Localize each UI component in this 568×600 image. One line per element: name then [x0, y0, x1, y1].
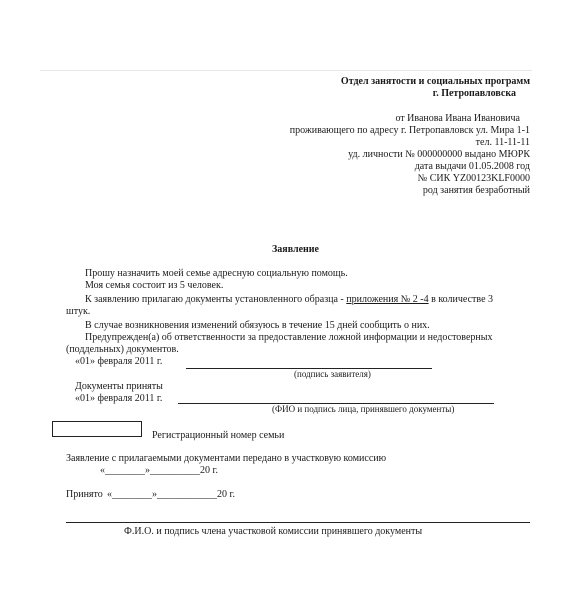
org-name-line1: Отдел занятости и социальных программ — [340, 76, 530, 87]
applicant-occupation: род занятия безработный — [422, 185, 530, 196]
commission-signature-caption: Ф.И.О. и подпись члена участковой комиссии принявшего документы — [124, 526, 423, 537]
applicant-address: проживающего по адресу г. Петропавловск ул. Мира 1-1 — [289, 125, 530, 136]
org-name-line2: г. Петропавловска — [432, 88, 516, 99]
commission-signature-line — [66, 522, 530, 523]
registration-number-box[interactable] — [52, 421, 142, 437]
applicant-sik: № СИК YZ00123KLF0000 — [417, 173, 530, 184]
attachments-link: приложения № 2 -4 — [346, 294, 429, 305]
paragraph-family: Моя семья состоит из 5 человек. — [85, 280, 224, 291]
docs-accepted-date: «01» февраля 2011 г. — [75, 393, 163, 404]
registration-number-label: Регистрационный номер семьи — [152, 430, 285, 441]
attachments-continuation: штук. — [66, 306, 91, 317]
attachments-prefix: К заявлению прилагаю документы установленного образца - — [85, 294, 347, 305]
attachments-suffix: в количестве 3 — [428, 294, 494, 305]
applicant-id-card: уд. личности № 000000000 выдано МЮРК — [348, 149, 530, 160]
transfer-date: «________»__________20 г. — [100, 465, 218, 476]
paragraph-obligation: В случае возникновения изменений обязуюсь в течение 15 дней сообщить о них. — [85, 320, 430, 331]
paragraph-request: Прошу назначить моей семье адресную социальную помощь. — [85, 268, 348, 279]
applicant-signature-caption: (подпись заявителя) — [294, 369, 371, 379]
accepted-date: «________»____________20 г. — [107, 489, 235, 500]
transfer-line: Заявление с прилагаемыми документами передано в участковую комиссию — [66, 453, 387, 464]
paragraph-warning-line1: Предупрежден(а) об ответственности за предоставление ложной информации и недостоверных — [85, 332, 493, 343]
applicant-issue-date: дата выдачи 01.05.2008 год — [414, 161, 530, 172]
paragraph-attachments — [85, 294, 493, 306]
receiver-signature-caption: (ФИО и подпись лица, принявшего документы) — [272, 404, 455, 414]
top-divider — [40, 70, 532, 71]
paragraph-warning-line2: (поддельных) документов. — [66, 344, 179, 355]
docs-accepted-label: Документы приняты — [75, 381, 163, 392]
document-title: Заявление — [272, 244, 319, 255]
applicant-date: «01» февраля 2011 г. — [75, 356, 163, 367]
accepted-label: Принято — [66, 489, 103, 500]
applicant-phone: тел. 11-11-11 — [475, 137, 530, 148]
applicant-name: от Иванова Ивана Ивановича — [395, 113, 520, 124]
